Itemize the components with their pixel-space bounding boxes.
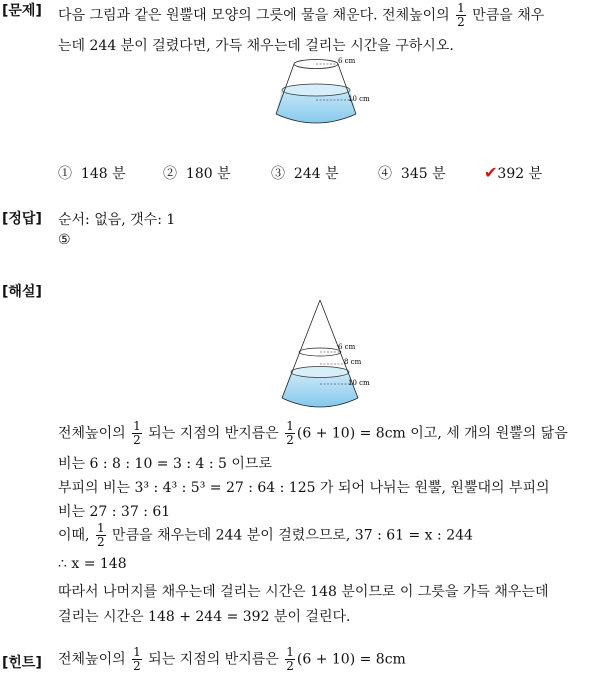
solution-line-5: 이때, $\frac{1}{2}$ 만큼을 채우는데 244 분이 걸렸으므로, 37 : 61 = x : 244 bbox=[58, 521, 473, 549]
fraction-half: $\frac{1}{2}$ bbox=[286, 419, 294, 447]
frustum-figure-problem bbox=[268, 56, 388, 128]
fraction-half: $\frac{1}{2}$ bbox=[133, 419, 141, 447]
radius-label-10: 10 cm bbox=[348, 379, 370, 387]
answer-label: [정답] bbox=[2, 211, 42, 227]
solution-line-1: 전체높이의 $\frac{1}{2}$ 되는 지점의 반지름은 $\frac{1}{2}$ (6 + 10) = 8cm 이고, 세 개의 원뿔의 닮음 bbox=[58, 419, 568, 447]
solution-line-6: ∴ x = 148 bbox=[58, 556, 127, 572]
choice-1[interactable]: ① 148 분 bbox=[58, 166, 126, 182]
problem-text-1a: 다음 그림과 같은 원뿔대 모양의 그릇에 물을 채운다. 전체높이의 bbox=[58, 7, 450, 24]
solution-line-8: 걸리는 시간은 148 + 244 = 392 분이 걸린다. bbox=[58, 609, 351, 625]
radius-label-6: 6 cm bbox=[338, 343, 356, 351]
fraction-half: $\frac{1}{2}$ bbox=[457, 1, 465, 29]
hint-label: [힌트] bbox=[2, 655, 42, 671]
problem-label: [문제] bbox=[2, 3, 42, 19]
answer-line-1: 순서: 없음, 갯수: 1 bbox=[58, 212, 176, 228]
choice-5-selected[interactable]: ✔392 분 bbox=[484, 163, 543, 182]
fraction-half: $\frac{1}{2}$ bbox=[133, 645, 141, 673]
solution-line-2: 비는 6 : 8 : 10 = 3 : 4 : 5 이므로 bbox=[58, 456, 272, 472]
solution-line-7: 따라서 나머지를 채우는데 걸리는 시간은 148 분이므로 이 그릇을 가득 채우는데 bbox=[58, 584, 549, 600]
fraction-half: $\frac{1}{2}$ bbox=[96, 521, 105, 549]
solution-line-4: 비는 27 : 37 : 61 bbox=[58, 504, 171, 520]
hint-line: 전체높이의 $\frac{1}{2}$ 되는 지점의 반지름은 $\frac{1}{2}$ (6 + 10) = 8cm bbox=[58, 645, 406, 673]
cone-figure-solution bbox=[270, 298, 390, 410]
check-mark-icon: ✔ bbox=[484, 163, 498, 182]
solution-label: [해설] bbox=[2, 284, 42, 300]
choice-3[interactable]: ③ 244 분 bbox=[271, 166, 339, 182]
choice-2[interactable]: ② 180 분 bbox=[163, 166, 231, 182]
radius-label-8: 8 cm bbox=[344, 358, 362, 366]
problem-line-1 bbox=[58, 2, 544, 29]
fraction-half: $\frac{1}{2}$ bbox=[286, 645, 294, 673]
problem-text-1b: 만큼을 채우 bbox=[472, 7, 545, 24]
problem-line-2: 는데 244 분이 걸렸다면, 가득 채우는데 걸리는 시간을 구하시오. bbox=[58, 38, 454, 54]
choice-4[interactable]: ④ 345 분 bbox=[378, 166, 446, 182]
radius-label-top: 6 cm bbox=[338, 57, 356, 65]
answer-line-2: ⑤ bbox=[58, 232, 71, 248]
radius-label-bottom: 10 cm bbox=[348, 95, 370, 103]
solution-line-3: 부피의 비는 3³ : 4³ : 5³ = 27 : 64 : 125 가 되어 나뉘는 원뿔, 원뿔대의 부피의 bbox=[58, 480, 550, 496]
